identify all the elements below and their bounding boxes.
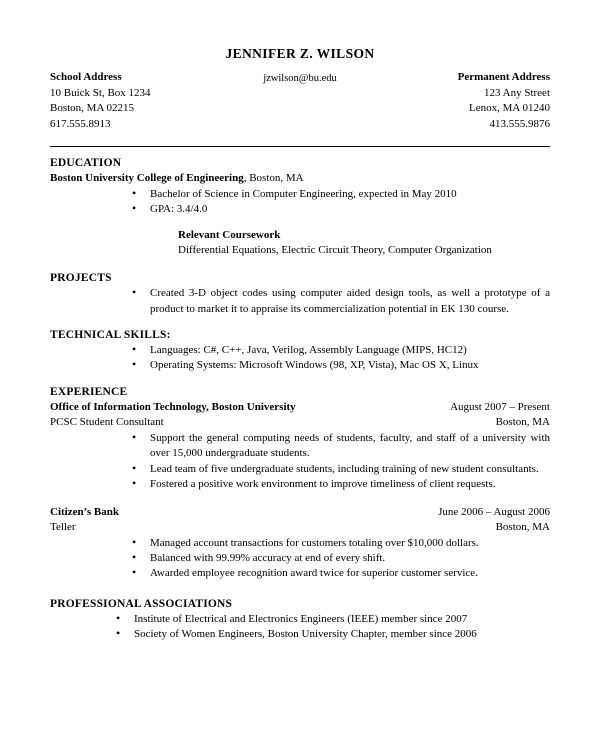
experience-role: Teller	[50, 521, 76, 534]
school-phone: 617.555.8913	[50, 117, 111, 130]
school-address-block	[50, 70, 215, 132]
list-item: • Bachelor of Science in Computer Engineering, expected in May 2010	[128, 187, 550, 202]
list-item: • Operating Systems: Microsoft Windows (98, XP, Vista), Mac OS X, Linux	[128, 358, 550, 373]
experience-dates: August 2007 – Present	[450, 401, 550, 414]
experience-bullets	[50, 431, 550, 492]
list-item: • Managed account transactions for customers totaling over $10,000 dollars.	[128, 536, 550, 551]
experience-employer-row	[50, 400, 550, 415]
experience-role-row	[50, 520, 550, 535]
section-title-projects: PROJECTS	[50, 272, 112, 285]
relevant-coursework-body: Differential Equations, Electric Circuit Theory, Computer Organization	[178, 244, 492, 257]
experience-bullets	[50, 536, 550, 582]
relevant-coursework-title: Relevant Coursework	[178, 229, 281, 242]
experience-entry	[50, 505, 550, 582]
permanent-address-block	[385, 70, 550, 132]
list-item: • Society of Women Engineers, Boston University Chapter, member since 2006	[112, 627, 550, 642]
email-address[interactable]: jzwilson@bu.edu	[263, 73, 337, 84]
list-item: • Created 3-D object codes using computer aided design tools, as well a prototype of a product to market it to appraise its commercialization potential in EK 130 course.	[128, 286, 550, 316]
email-block	[218, 70, 383, 87]
projects-bullets	[50, 286, 550, 316]
header-divider	[50, 146, 550, 147]
experience-employer: Office of Information Technology, Boston University	[50, 401, 296, 414]
contact-header	[50, 70, 550, 132]
education-school-name: Boston University College of Engineering	[50, 172, 244, 184]
list-item: • Lead team of five undergraduate students, including training of new student consultants.	[128, 462, 550, 477]
section-title-education: EDUCATION	[50, 157, 122, 169]
relevant-coursework-block	[178, 228, 550, 258]
permanent-phone: 413.555.9876	[489, 117, 550, 130]
experience-location: Boston, MA	[495, 416, 550, 429]
experience-employer-row	[50, 505, 550, 520]
permanent-address-line1: 123 Any Street	[484, 86, 550, 99]
experience-role-row	[50, 415, 550, 430]
list-item: • Balanced with 99.99% accuracy at end of every shift.	[128, 551, 550, 566]
experience-entry	[50, 400, 550, 492]
section-title-experience: EXPERIENCE	[50, 386, 128, 399]
permanent-address-line2: Lenox, MA 01240	[469, 102, 550, 114]
school-address-label: School Address	[50, 71, 122, 83]
school-address-line2: Boston, MA 02215	[50, 102, 135, 114]
section-title-professional-associations: PROFESSIONAL ASSOCIATIONS	[50, 597, 233, 610]
experience-location: Boston, MA	[495, 521, 550, 534]
experience-dates: June 2006 – August 2006	[438, 506, 550, 519]
school-address-line1: 10 Buick St, Box 1234	[50, 86, 151, 99]
list-item: • Support the general computing needs of students, faculty, and staff of a university with over 15,000 undergraduate students.	[128, 431, 550, 461]
section-title-technical-skills: TECHNICAL SKILLS:	[50, 328, 171, 341]
list-item: • Awarded employee recognition award twice for superior customer service.	[128, 566, 550, 581]
list-item: • Institute of Electrical and Electronics Engineers (IEEE) member since 2007	[112, 612, 550, 627]
education-school-line	[50, 171, 550, 186]
permanent-address-label: Permanent Address	[457, 71, 550, 83]
list-item: • Languages: C#, C++, Java, Verilog, Assembly Language (MIPS, HC12)	[128, 343, 550, 358]
education-bullets	[50, 187, 550, 217]
experience-role: PCSC Student Consultant	[50, 416, 164, 429]
experience-employer: Citizen’s Bank	[50, 506, 119, 519]
list-item: • Fostered a positive work environment to improve timeliness of client requests.	[128, 477, 550, 492]
page-title: JENNIFER Z. WILSON	[225, 46, 375, 61]
education-school-location: , Boston, MA	[243, 172, 304, 184]
associations-bullets	[50, 612, 550, 642]
technical-skills-bullets	[50, 343, 550, 373]
list-item: • GPA: 3.4/4.0	[128, 202, 550, 217]
